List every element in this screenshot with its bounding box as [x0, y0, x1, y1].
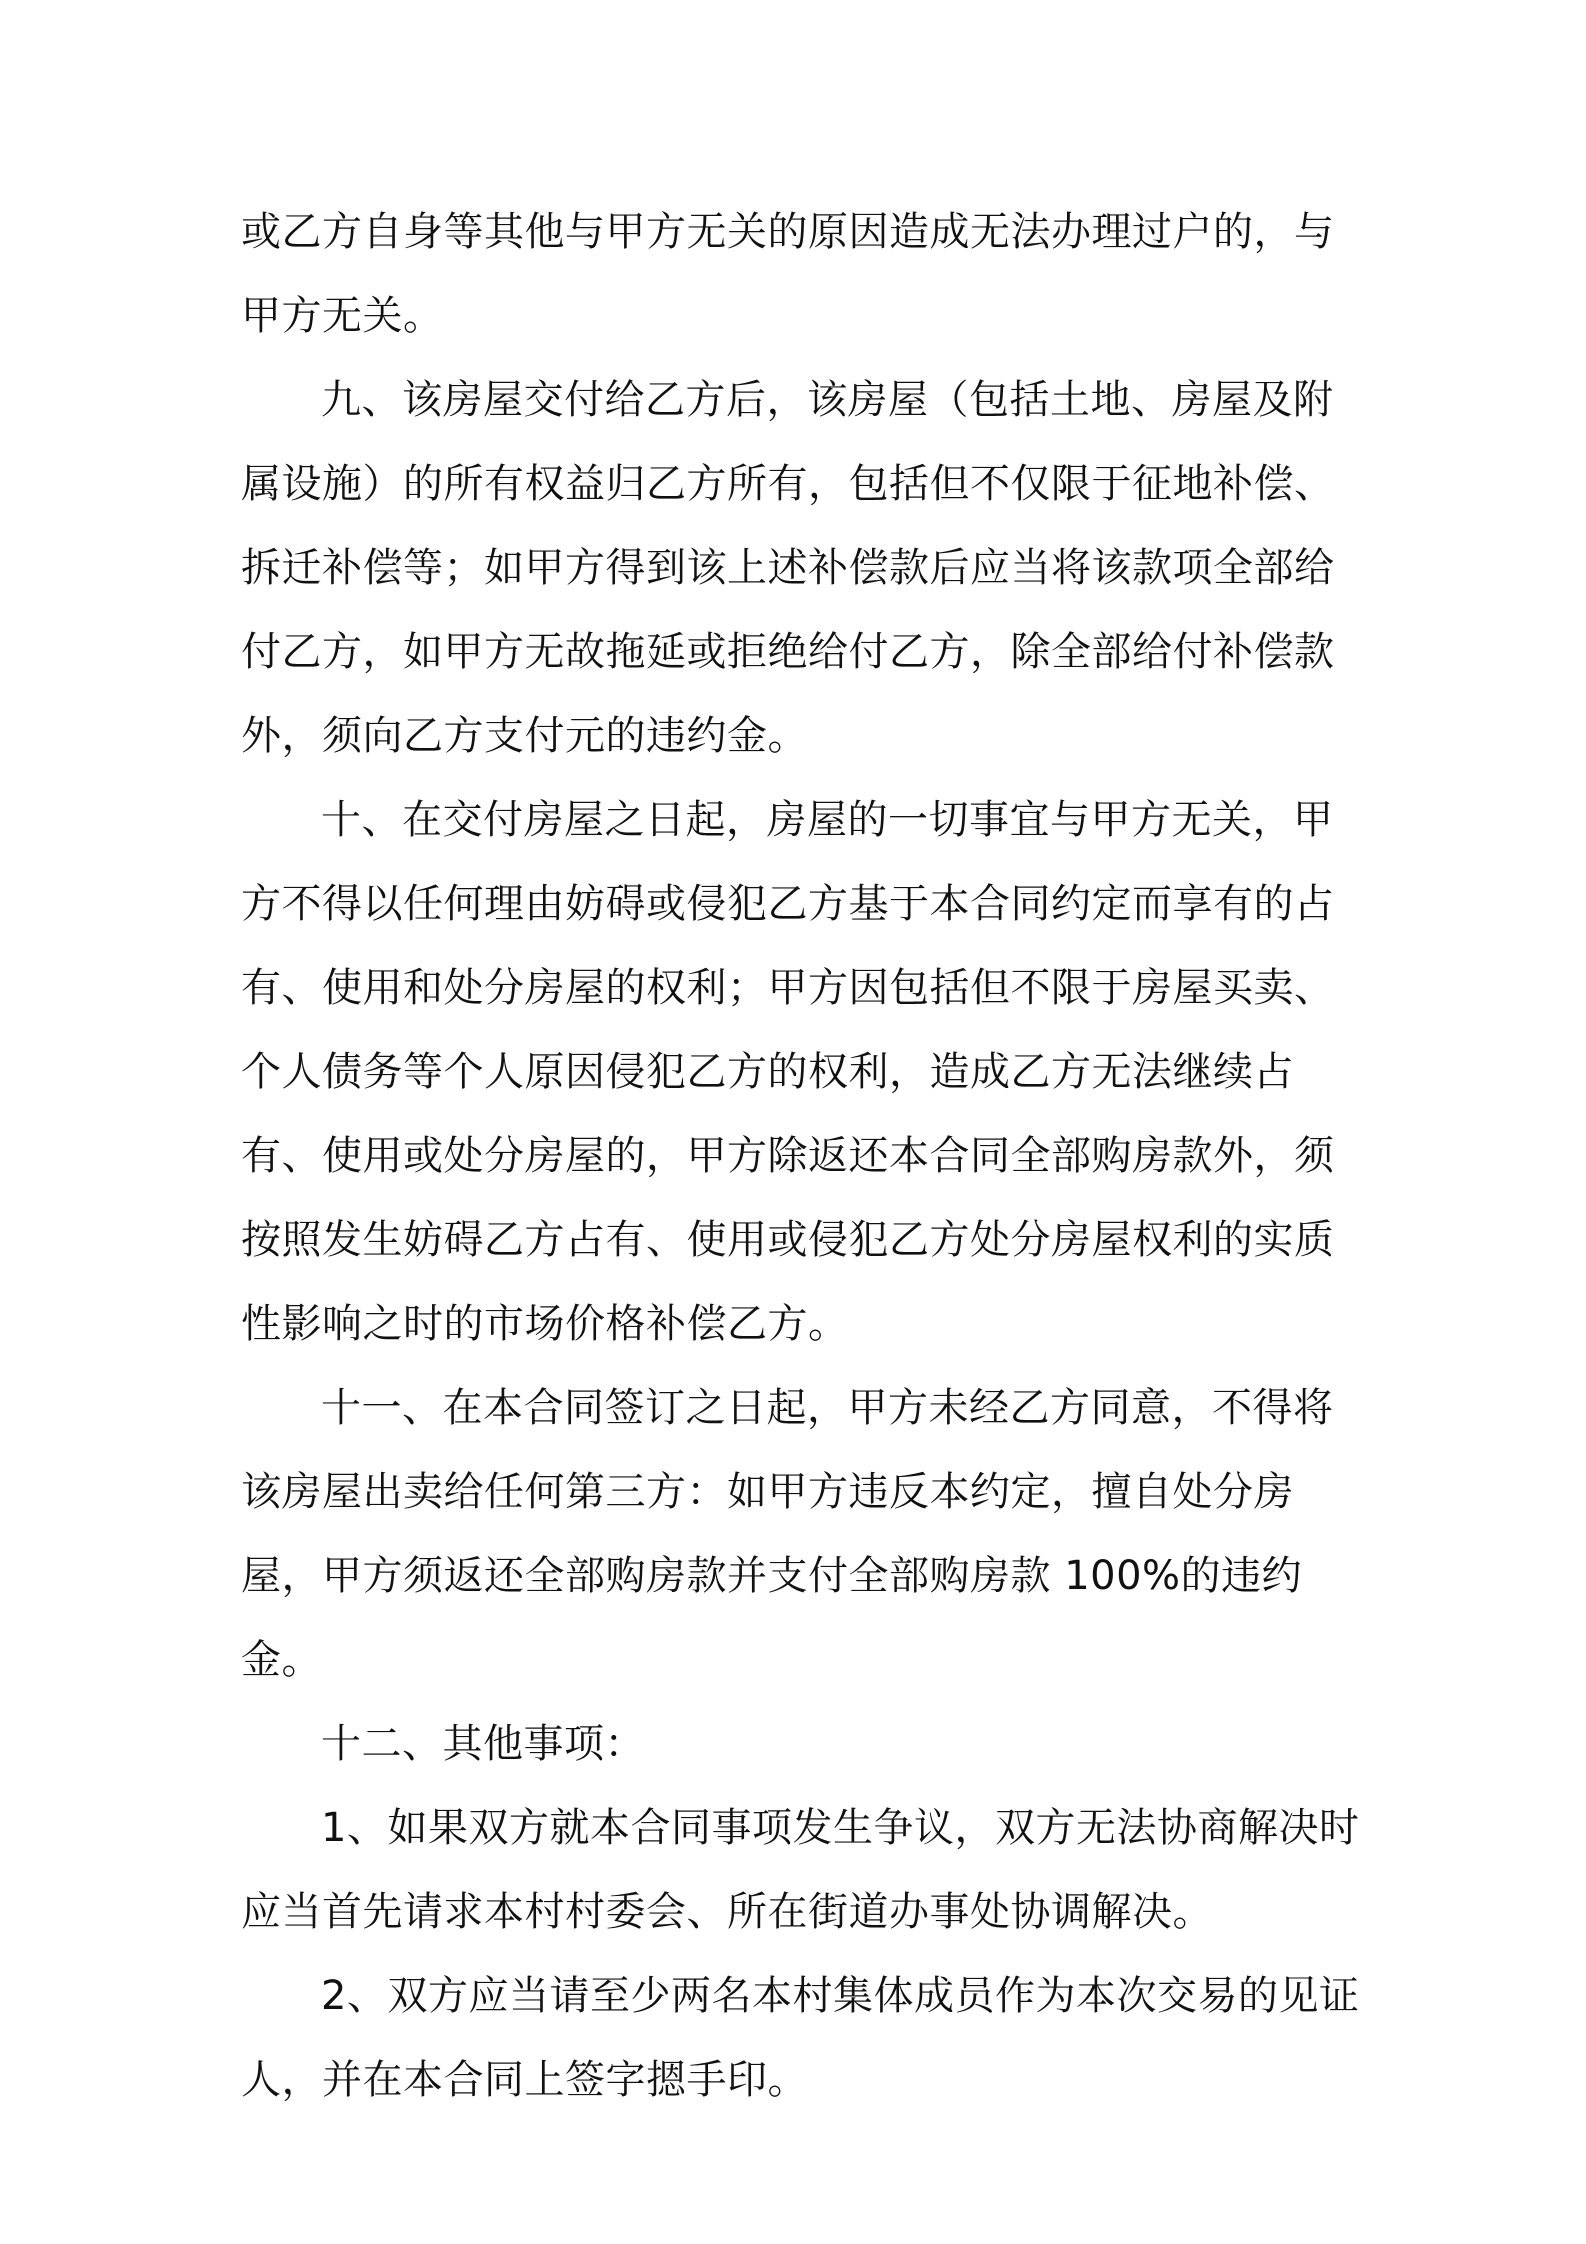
paragraph-clause-12-heading: 十二、其他事项： [321, 1721, 645, 1767]
paragraph-clause-9: 九、该房屋交付给乙方后，该房屋（包括土地、房屋及附属设施）的所有权益归乙方所有，包括但不仅限于征地补偿、拆迁补偿等；如甲方得到该上述补偿款后应当将该款项全部给付乙方，如甲方无故拖延或拒绝给付乙方，除全部给付补偿款外，须向乙方支付元的违约金。 [241, 377, 1335, 759]
paragraph-clause-12-item-2: 2、双方应当请至少两名本村集体成员作为本次交易的见证人，并在本合同上签字摁手印。 [241, 1973, 1360, 2103]
paragraph-clause-11: 十一、在本合同签订之日起，甲方未经乙方同意，不得将该房屋出卖给任何第三方：如甲方违反本约定，擅自处分房屋，甲方须返还全部购房款并支付全部购房款 100%的违约金。 [241, 1385, 1334, 1683]
paragraph-clause-10: 十、在交付房屋之日起，房屋的一切事宜与甲方无关，甲方不得以任何理由妨碍或侵犯乙方基于本合同约定而享有的占有、使用和处分房屋的权利；甲方因包括但不限于房屋买卖、个人债务等个人原因侵犯乙方的权利，造成乙方无法继续占有、使用或处分房屋的，甲方除返还本合同全部购房款外，须按照发生妨碍乙方占有、使用或侵犯乙方处分房屋权利的实质性影响之时的市场价格补偿乙方。 [241, 797, 1335, 1347]
paragraph-transfer-clause-end: 或乙方自身等其他与甲方无关的原因造成无法办理过户的，与甲方无关。 [241, 209, 1335, 339]
paragraph-clause-12-item-1: 1、如果双方就本合同事项发生争议，双方无法协商解决时应当首先请求本村村委会、所在街道办事处协调解决。 [241, 1805, 1360, 1935]
contract-body [241, 190, 1371, 2122]
